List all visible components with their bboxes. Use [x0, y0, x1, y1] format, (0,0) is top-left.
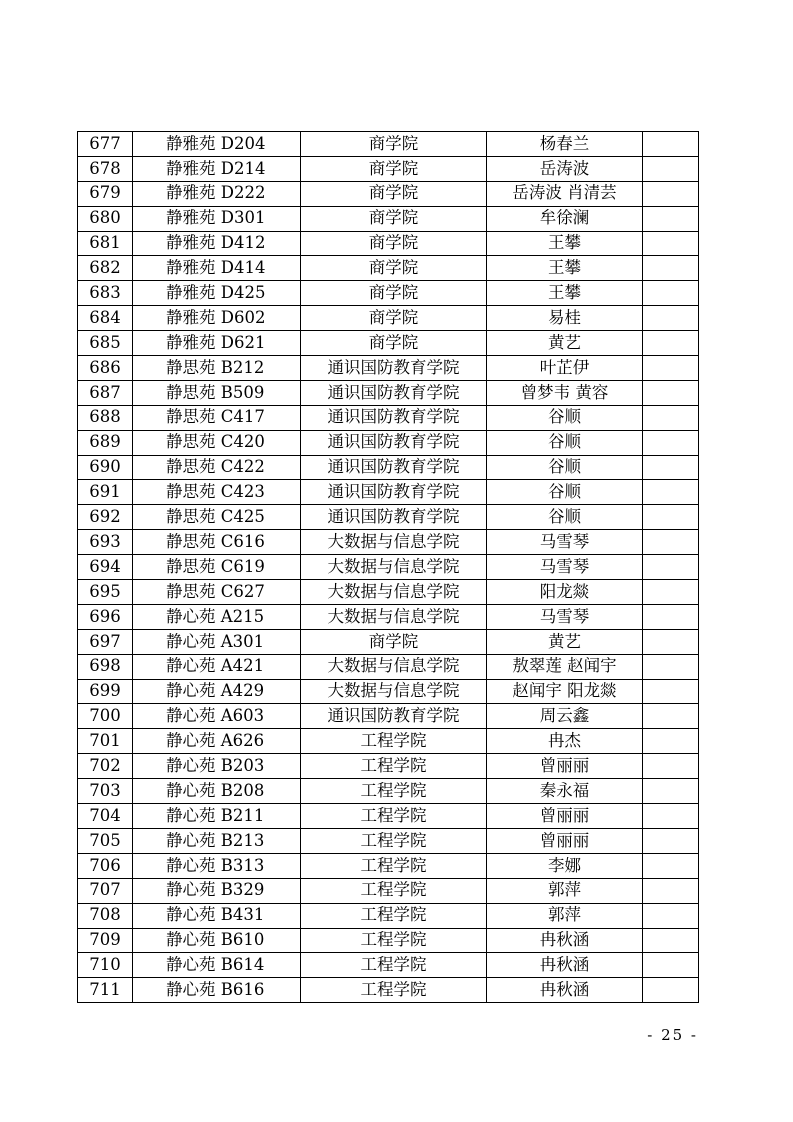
dorm-room-cell: 静心苑 A301 [133, 629, 301, 654]
college-cell: 通识国防教育学院 [301, 704, 487, 729]
row-number-cell: 677 [78, 132, 133, 157]
teacher-cell: 谷顺 [487, 405, 643, 430]
teacher-cell: 王攀 [487, 281, 643, 306]
table-row [78, 356, 699, 381]
table-row [78, 480, 699, 505]
dorm-room-cell: 静雅苑 D425 [133, 281, 301, 306]
dorm-room-cell: 静思苑 C423 [133, 480, 301, 505]
teacher-cell: 曾梦韦 黄容 [487, 380, 643, 405]
dorm-room-cell: 静心苑 B329 [133, 878, 301, 903]
college-cell: 通识国防教育学院 [301, 480, 487, 505]
row-number-cell: 690 [78, 455, 133, 480]
row-number-cell: 699 [78, 679, 133, 704]
teacher-cell: 曾丽丽 [487, 828, 643, 853]
note-cell [643, 505, 699, 530]
note-cell [643, 928, 699, 953]
college-cell: 工程学院 [301, 953, 487, 978]
dorm-room-cell: 静心苑 B211 [133, 804, 301, 829]
note-cell [643, 256, 699, 281]
teacher-cell: 周云鑫 [487, 704, 643, 729]
dormitory-table [77, 131, 699, 1003]
college-cell: 工程学院 [301, 928, 487, 953]
row-number-cell: 697 [78, 629, 133, 654]
dorm-room-cell: 静思苑 C422 [133, 455, 301, 480]
dorm-room-cell: 静心苑 B610 [133, 928, 301, 953]
teacher-cell: 黄艺 [487, 629, 643, 654]
college-cell: 大数据与信息学院 [301, 580, 487, 605]
note-cell [643, 853, 699, 878]
dorm-room-cell: 静心苑 A603 [133, 704, 301, 729]
teacher-cell: 阳龙燚 [487, 580, 643, 605]
row-number-cell: 706 [78, 853, 133, 878]
note-cell [643, 281, 699, 306]
college-cell: 工程学院 [301, 779, 487, 804]
row-number-cell: 680 [78, 206, 133, 231]
note-cell [643, 306, 699, 331]
teacher-cell: 叶芷伊 [487, 356, 643, 381]
college-cell: 商学院 [301, 256, 487, 281]
note-cell [643, 729, 699, 754]
row-number-cell: 691 [78, 480, 133, 505]
college-cell: 大数据与信息学院 [301, 530, 487, 555]
college-cell: 工程学院 [301, 878, 487, 903]
note-cell [643, 953, 699, 978]
row-number-cell: 696 [78, 604, 133, 629]
note-cell [643, 132, 699, 157]
dorm-room-cell: 静思苑 C417 [133, 405, 301, 430]
teacher-cell: 冉秋涵 [487, 928, 643, 953]
note-cell [643, 331, 699, 356]
table-row [78, 604, 699, 629]
college-cell: 通识国防教育学院 [301, 405, 487, 430]
table-row [78, 331, 699, 356]
row-number-cell: 687 [78, 380, 133, 405]
college-cell: 商学院 [301, 629, 487, 654]
table-row [78, 828, 699, 853]
note-cell [643, 405, 699, 430]
row-number-cell: 682 [78, 256, 133, 281]
table-row [78, 231, 699, 256]
note-cell [643, 206, 699, 231]
college-cell: 通识国防教育学院 [301, 505, 487, 530]
note-cell [643, 580, 699, 605]
college-cell: 大数据与信息学院 [301, 679, 487, 704]
table-row [78, 903, 699, 928]
college-cell: 商学院 [301, 231, 487, 256]
college-cell: 工程学院 [301, 853, 487, 878]
table-row [78, 455, 699, 480]
college-cell: 大数据与信息学院 [301, 555, 487, 580]
college-cell: 商学院 [301, 156, 487, 181]
note-cell [643, 704, 699, 729]
dorm-room-cell: 静思苑 C616 [133, 530, 301, 555]
college-cell: 工程学院 [301, 978, 487, 1003]
note-cell [643, 530, 699, 555]
dorm-room-cell: 静思苑 C425 [133, 505, 301, 530]
dorm-room-cell: 静心苑 B313 [133, 853, 301, 878]
row-number-cell: 685 [78, 331, 133, 356]
note-cell [643, 156, 699, 181]
teacher-cell: 黄艺 [487, 331, 643, 356]
college-cell: 商学院 [301, 331, 487, 356]
table-row [78, 380, 699, 405]
dorm-room-cell: 静心苑 B203 [133, 754, 301, 779]
table-row [78, 505, 699, 530]
teacher-cell: 岳涛波 肖清芸 [487, 181, 643, 206]
row-number-cell: 679 [78, 181, 133, 206]
teacher-cell: 谷顺 [487, 430, 643, 455]
table-row [78, 181, 699, 206]
teacher-cell: 牟徐澜 [487, 206, 643, 231]
note-cell [643, 754, 699, 779]
dorm-room-cell: 静思苑 C627 [133, 580, 301, 605]
note-cell [643, 181, 699, 206]
college-cell: 工程学院 [301, 903, 487, 928]
table-row [78, 430, 699, 455]
note-cell [643, 878, 699, 903]
row-number-cell: 700 [78, 704, 133, 729]
note-cell [643, 480, 699, 505]
dorm-room-cell: 静雅苑 D602 [133, 306, 301, 331]
dorm-room-cell: 静思苑 B212 [133, 356, 301, 381]
college-cell: 商学院 [301, 132, 487, 157]
teacher-cell: 马雪琴 [487, 555, 643, 580]
note-cell [643, 654, 699, 679]
note-cell [643, 828, 699, 853]
teacher-cell: 郭萍 [487, 878, 643, 903]
table-row [78, 580, 699, 605]
teacher-cell: 谷顺 [487, 455, 643, 480]
dorm-room-cell: 静雅苑 D412 [133, 231, 301, 256]
teacher-cell: 秦永福 [487, 779, 643, 804]
table-row [78, 206, 699, 231]
row-number-cell: 704 [78, 804, 133, 829]
table-row [78, 754, 699, 779]
table-row [78, 306, 699, 331]
note-cell [643, 604, 699, 629]
dorm-room-cell: 静雅苑 D222 [133, 181, 301, 206]
teacher-cell: 曾丽丽 [487, 754, 643, 779]
row-number-cell: 703 [78, 779, 133, 804]
row-number-cell: 705 [78, 828, 133, 853]
table-row [78, 779, 699, 804]
dorm-room-cell: 静雅苑 D204 [133, 132, 301, 157]
note-cell [643, 903, 699, 928]
row-number-cell: 698 [78, 654, 133, 679]
teacher-cell: 李娜 [487, 853, 643, 878]
dorm-room-cell: 静心苑 A421 [133, 654, 301, 679]
note-cell [643, 978, 699, 1003]
teacher-cell: 马雪琴 [487, 530, 643, 555]
row-number-cell: 683 [78, 281, 133, 306]
row-number-cell: 709 [78, 928, 133, 953]
college-cell: 商学院 [301, 281, 487, 306]
college-cell: 工程学院 [301, 754, 487, 779]
college-cell: 商学院 [301, 306, 487, 331]
note-cell [643, 629, 699, 654]
row-number-cell: 702 [78, 754, 133, 779]
college-cell: 工程学院 [301, 804, 487, 829]
table-row [78, 679, 699, 704]
table-row [78, 704, 699, 729]
table-row [78, 256, 699, 281]
row-number-cell: 686 [78, 356, 133, 381]
dorm-room-cell: 静心苑 B431 [133, 903, 301, 928]
row-number-cell: 678 [78, 156, 133, 181]
dorm-room-cell: 静心苑 B213 [133, 828, 301, 853]
table-row [78, 853, 699, 878]
college-cell: 工程学院 [301, 729, 487, 754]
dorm-room-cell: 静思苑 C619 [133, 555, 301, 580]
note-cell [643, 679, 699, 704]
row-number-cell: 688 [78, 405, 133, 430]
table-row [78, 555, 699, 580]
table-row [78, 281, 699, 306]
note-cell [643, 555, 699, 580]
dorm-room-cell: 静心苑 A429 [133, 679, 301, 704]
teacher-cell: 敖翠莲 赵闻宇 [487, 654, 643, 679]
teacher-cell: 杨春兰 [487, 132, 643, 157]
dorm-room-cell: 静心苑 A215 [133, 604, 301, 629]
table-row [78, 405, 699, 430]
dorm-room-cell: 静雅苑 D214 [133, 156, 301, 181]
note-cell [643, 455, 699, 480]
dorm-room-cell: 静雅苑 D621 [133, 331, 301, 356]
row-number-cell: 693 [78, 530, 133, 555]
row-number-cell: 708 [78, 903, 133, 928]
college-cell: 商学院 [301, 181, 487, 206]
table-row [78, 804, 699, 829]
page-number: - 25 - [647, 1026, 698, 1044]
dorm-room-cell: 静雅苑 D414 [133, 256, 301, 281]
teacher-cell: 冉秋涵 [487, 953, 643, 978]
table-row [78, 978, 699, 1003]
note-cell [643, 804, 699, 829]
teacher-cell: 岳涛波 [487, 156, 643, 181]
college-cell: 商学院 [301, 206, 487, 231]
college-cell: 通识国防教育学院 [301, 455, 487, 480]
teacher-cell: 马雪琴 [487, 604, 643, 629]
row-number-cell: 681 [78, 231, 133, 256]
row-number-cell: 695 [78, 580, 133, 605]
college-cell: 通识国防教育学院 [301, 380, 487, 405]
table-row [78, 878, 699, 903]
note-cell [643, 356, 699, 381]
table-row [78, 729, 699, 754]
dorm-room-cell: 静心苑 B616 [133, 978, 301, 1003]
dorm-room-cell: 静心苑 B208 [133, 779, 301, 804]
college-cell: 大数据与信息学院 [301, 604, 487, 629]
table-row [78, 928, 699, 953]
dorm-room-cell: 静思苑 C420 [133, 430, 301, 455]
note-cell [643, 779, 699, 804]
row-number-cell: 711 [78, 978, 133, 1003]
table-row [78, 156, 699, 181]
teacher-cell: 郭萍 [487, 903, 643, 928]
dorm-room-cell: 静思苑 B509 [133, 380, 301, 405]
dormitory-table-body [78, 132, 699, 1003]
table-row [78, 530, 699, 555]
table-row [78, 654, 699, 679]
row-number-cell: 701 [78, 729, 133, 754]
table-row [78, 953, 699, 978]
row-number-cell: 694 [78, 555, 133, 580]
note-cell [643, 231, 699, 256]
row-number-cell: 692 [78, 505, 133, 530]
teacher-cell: 曾丽丽 [487, 804, 643, 829]
college-cell: 通识国防教育学院 [301, 430, 487, 455]
dorm-room-cell: 静心苑 B614 [133, 953, 301, 978]
dorm-room-cell: 静雅苑 D301 [133, 206, 301, 231]
teacher-cell: 王攀 [487, 256, 643, 281]
note-cell [643, 430, 699, 455]
teacher-cell: 谷顺 [487, 505, 643, 530]
table-row [78, 132, 699, 157]
college-cell: 工程学院 [301, 828, 487, 853]
teacher-cell: 赵闻宇 阳龙燚 [487, 679, 643, 704]
dorm-room-cell: 静心苑 A626 [133, 729, 301, 754]
teacher-cell: 冉杰 [487, 729, 643, 754]
teacher-cell: 冉秋涵 [487, 978, 643, 1003]
row-number-cell: 684 [78, 306, 133, 331]
teacher-cell: 易桂 [487, 306, 643, 331]
row-number-cell: 707 [78, 878, 133, 903]
college-cell: 大数据与信息学院 [301, 654, 487, 679]
teacher-cell: 王攀 [487, 231, 643, 256]
row-number-cell: 710 [78, 953, 133, 978]
table-row [78, 629, 699, 654]
college-cell: 通识国防教育学院 [301, 356, 487, 381]
note-cell [643, 380, 699, 405]
row-number-cell: 689 [78, 430, 133, 455]
teacher-cell: 谷顺 [487, 480, 643, 505]
